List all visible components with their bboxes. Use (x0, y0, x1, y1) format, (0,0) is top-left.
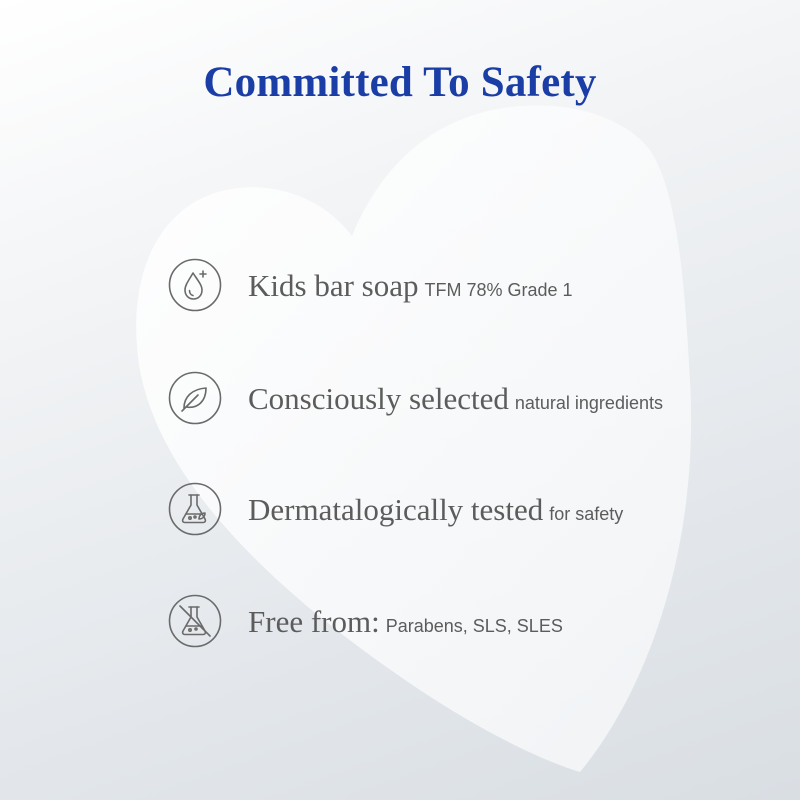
feature-sub-text: natural ingredients (514, 392, 663, 413)
crossed-flask-icon (168, 594, 222, 648)
feature-sub-text: TFM 78% Grade 1 (424, 279, 573, 300)
lab-flask-icon (168, 482, 222, 536)
feature-item-free-from (168, 592, 728, 650)
feature-sub-text: Parabens, SLS, SLES (385, 615, 563, 636)
feature-main-text: Consciously selected (248, 380, 509, 416)
water-drop-icon (168, 258, 222, 312)
feature-main-text: Kids bar soap (248, 267, 419, 303)
leaf-icon (168, 371, 222, 425)
feature-main-text: Dermatalogically tested (248, 491, 544, 527)
feature-sub-text: for safety (549, 503, 624, 524)
page-title: Committed To Safety (203, 59, 597, 106)
feature-item-natural-ingredients (168, 369, 728, 427)
feature-item-kids-bar-soap (168, 256, 728, 314)
feature-item-dermatologically-tested (168, 480, 728, 538)
feature-main-text: Free from: (248, 603, 380, 639)
